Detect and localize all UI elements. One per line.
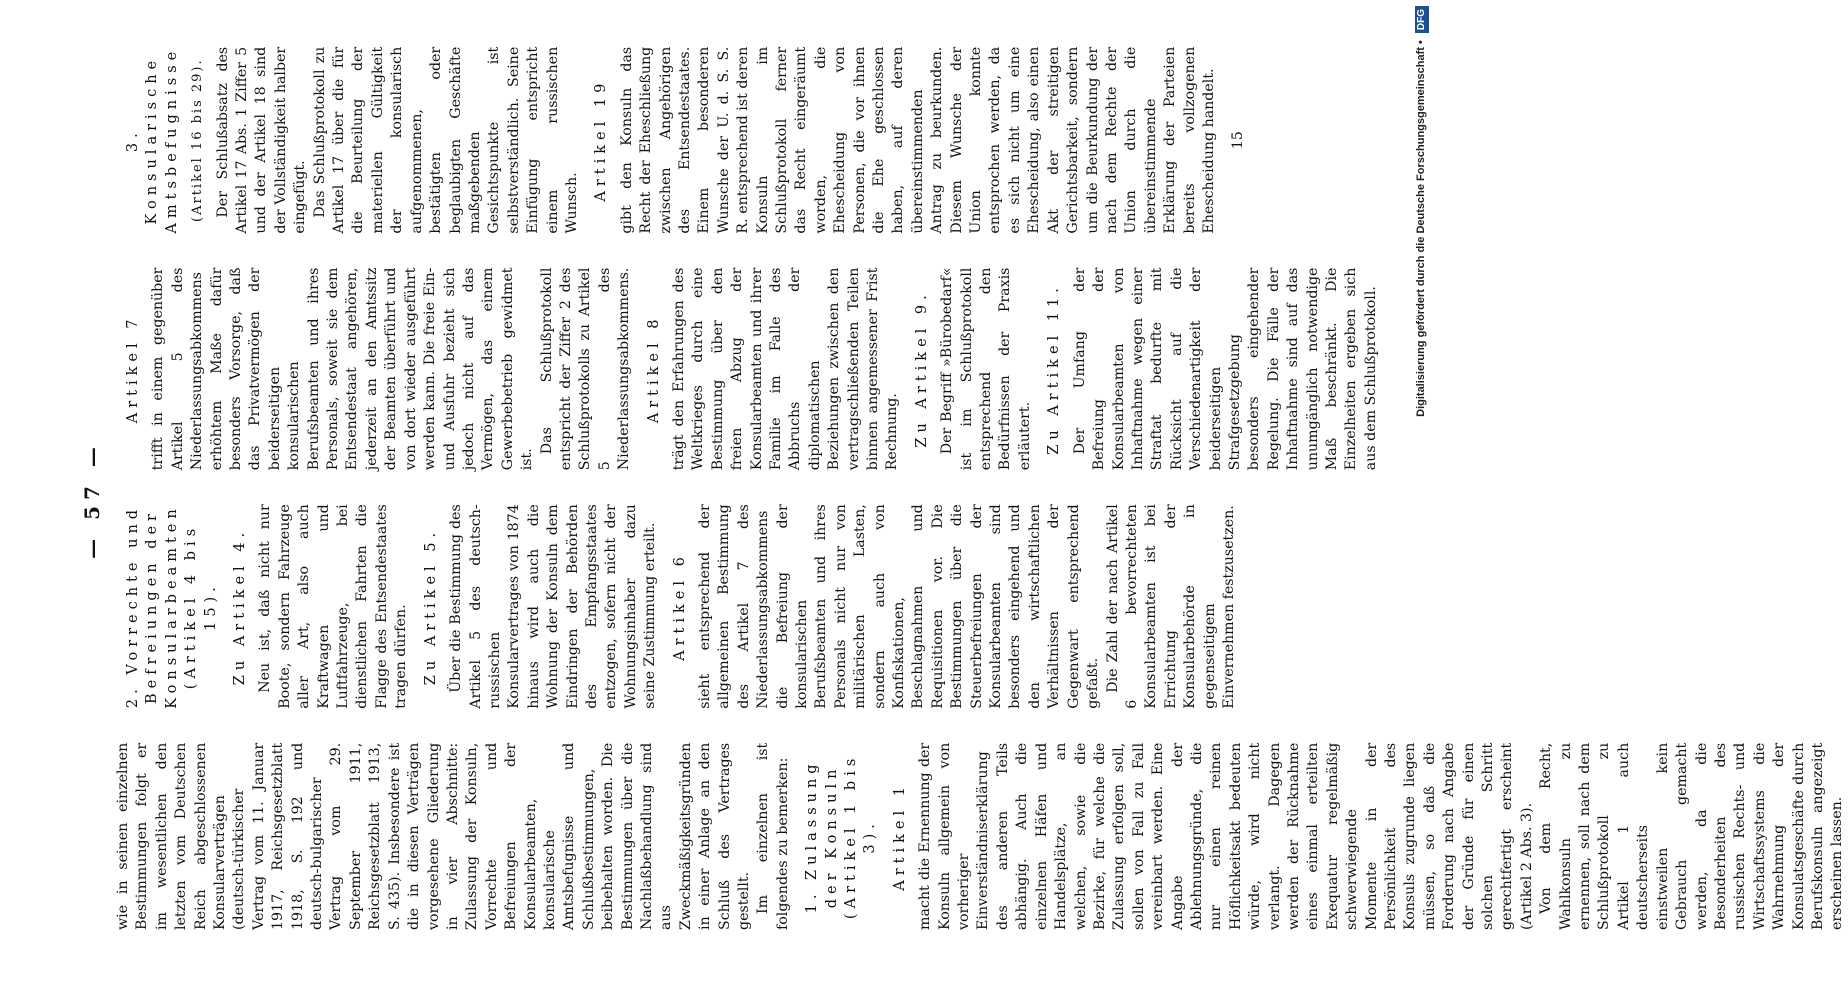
paragraph: Neu ist, daß nicht nur Boote, sondern Fahrzeuge aller Art, also auch Kraftwagen und Luftfahrzeuge, bei dienstlichen Fahrten die Flagge des Entsendestaates tragen dürfen.: [257, 504, 410, 709]
section-subheading: (Artikel 16 bis 29).: [190, 58, 206, 222]
article-heading: Artikel 19: [593, 78, 610, 202]
paragraph: Das Schlußprotokoll zu Artikel 17 über die für die Beurteilung der materiellen Gültigkeit der konsularisch aufgenommenen, bestätigten oder beglaubigten Geschäfte maßgebenden Gesichtspunkte ist selbstverständlich. Seine Einfügung entspricht einem russischen Wunsch.: [311, 46, 580, 234]
section-heading: 2. Vorrechte und Befreiungen der Konsularbeamten (Artikel 4 bis 15).: [125, 504, 219, 709]
digitization-credit: [1410, 6, 1432, 996]
paragraph: Im einzelnen ist folgendes zu bemerken:: [755, 742, 791, 930]
dfg-logo: DFG: [1415, 6, 1429, 33]
paragraph: sieht entsprechend der allgemeinen Bestimmung des Artikel 7 des Niederlassungsabkommens die Befreiung der konsularischen Berufsbeamten und ihres Personals nicht nur von militärischen Lasten, sondern auch von Konfiskationen, Beschlagnahmen und Requisitionen vor. Die Bestimmungen über die Steuerbefreiungen der Konsularbeamten sind besonders eingehend und den wirtschaftlichen Verhältnissen der Gegenwart entsprechend gefaßt.: [696, 504, 1102, 709]
paragraph: wie in seinen einzelnen Bestimmungen folgt er im wesentlichen den letzten vom Deutschen Reich abgeschlossenen Konsularverträgen (deutsch-türkischer Vertrag vom 11. Januar 1917, Reichsgesetzblatt 1918, S. 192 und deutsch-bulgarischer Vertrag vom 29. September 1911, Reichsgesetzblatt 1913, S. 435). Insbesondere ist die in diesen Verträgen vorgesehene Gliederung in vier Abschnitte: Zulassung der Konsuln, Vorrechte und Befreiungen der Konsularbeamten, konsularische Amtsbefugnisse und Schlußbestimmungen, beibehalten worden. Die Bestimmungen über die Nachlaßbehandlung sind aus Zweckmäßigkeitsgründen in einer Anlage an den Schluß des Vertrages gestellt.: [115, 742, 752, 930]
column-4: [114, 47, 1264, 234]
article-heading: Zu Artikel 11.: [1046, 283, 1063, 455]
paragraph: gibt den Konsuln das Recht der Eheschließung zwischen Angehörigen des Entsendestaates. Einem besonderen Wunsche der U. d. S. S. R. entsprechend ist deren Konsuln im Schlußprotokoll ferner das Recht eingeräumt worden, die Ehescheidung von Personen, die vor ihnen die Ehe geschlossen haben, auf deren übereinstimmenden Antrag zu beurkunden. Diesem Wunsche der Union konnte entsprochen werden, da es sich nicht um eine Ehescheidung, also einen Akt der streitigen Gerichtsbarkeit, sondern um die Beurkundung der nach dem Rechte der Union durch die übereinstimmende Erklärung der Parteien bereits vollzogenen Ehescheidung handelt.: [618, 46, 1217, 234]
paragraph: Über die Bestimmung des Artikel 5 des deutsch-russischen Konsularvertrages von 1874 hinaus wird auch die Wohnung der Konsuln dem Eindringen der Behörden des Empfangsstaates entzogen, sofern nicht der Wohnungsinhaber dazu seine Zustimmung erteilt.: [448, 504, 659, 709]
paragraph: Der Umfang der Befreiung der Konsularbeamten von Inhaftnahme wegen einer Straftat bedurfte mit Rücksicht auf die Verschiedenartigkeit der beiderseitigen Strafgesetzgebung besonders eingehender Regelung. Die Fälle der Inhaftnahme sind auf das unumgänglich notwendige Maß beschränkt. Die Einzelheiten ergeben sich aus dem Schlußprotokoll.: [1071, 267, 1379, 471]
article-heading: Zu Artikel 5.: [422, 527, 439, 686]
section-heading: 1. Zulassung der Konsuln (Artikel 1 bis 3).: [804, 753, 879, 920]
article-heading: Artikel 6: [671, 552, 688, 661]
paragraph: Von dem Recht, Wahlkonsuln zu ernennen, soll nach dem Schlußprotokoll zu Artikel 1 auch deutscherseits einstweilen kein Gebrauch gemacht werden, da die Besonderheiten des russischen Rechts- und Wirtschaftssystems die Wahrnehmung der Konsulatsgeschäfte durch Berufskonsuln angezeigt erscheinen lassen.: [1538, 742, 1846, 930]
article-heading: Zu Artikel 9.: [913, 290, 930, 448]
article-heading: Artikel 8: [645, 314, 662, 424]
paragraph: Der Begriff »Bürobedarf« ist im Schlußprotokoll entsprechend den Bedürfnissen der Praxis erläutert.: [939, 267, 1033, 471]
paragraph: Der Schlußabsatz des Artikel 17 Abs. 1 Ziffer 5 und der Artikel 18 sind der Vollständigkeit halber eingefügt.: [214, 46, 309, 234]
paragraph: Das Schlußprotokoll entspricht der Ziffer 2 des Schlußprotokolls zu Artikel 5 des Niederlassungsabkommens.: [538, 267, 633, 471]
article-heading: Artikel 1: [891, 782, 908, 891]
page-number: 15: [1230, 131, 1247, 150]
paragraph: trifft in einem gegenüber Artikel 5 des Niederlassungsabkommens erhöhtem Maße dafür besonders Vorsorge, daß das Privatvermögen der beiderseitigen konsularischen Berufsbeamten und ihres Personals, soweit sie dem Entsendestaat angehören, jederzeit an den Amtssitz der Beamten überführt und von dort wieder ausgeführt werden kann. Die freie Ein- und Ausfuhr bezieht sich jedoch nicht auf das Vermögen, das einem Gewerbebetrieb gewidmet ist.: [150, 267, 536, 471]
page-header: — 57 —: [80, 441, 104, 559]
paragraph: trägt den Erfahrungen des Weltkrieges durch eine Bestimmung über den freien Abzug der Konsularbeamten und ihrer Familie im Falle des Abbruchs der diplomatischen Beziehungen zwischen den vertragschließenden Teilen binnen angemessener Frist Rechnung.: [670, 267, 901, 471]
article-heading: Zu Artikel 4.: [232, 527, 249, 686]
paragraph: macht die Ernennung der Konsuln allgemein von vorheriger Einverständniserklärung des anderen Teils abhängig. Auch die einzelnen Häfen und Handelsplätze, an welchen, sowie die Bezirke, für welche die Zulassung erfolgen soll, sollen von Fall zu Fall vereinbart werden. Eine Angabe der Ablehnungsgründe, die nur einen reinen Höflichkeitsakt bedeuten würde, wird nicht verlangt. Dagegen werden der Rücknahme eines einmal erteilten Exequatur regelmäßig schwerwiegende Momente in der Persönlichkeit des Konsuls zugrunde liegen müssen, so daß die Forderung nach Angabe der Gründe für einen solchen Schritt gerechtfertigt erscheint (Artikel 2 Abs. 3).: [917, 742, 1535, 930]
section-heading: 3. Konsularische Amtsbefugnisse: [125, 46, 180, 234]
column-1: [114, 742, 1846, 930]
article-heading: Artikel 7: [125, 314, 141, 424]
paragraph: Die Zahl der nach Artikel 6 bevorrechteten Konsularbeamten ist bei Errichtung der Konsularbehörde in gegenseitigem Einvernehmen festzusetzen.: [1104, 504, 1237, 709]
credit-text: Digitalisierung gefördert durch die Deutsche Forschungsgemeinschaft •: [1415, 40, 1427, 417]
column-2: [114, 504, 1264, 709]
column-3: [114, 267, 1379, 471]
